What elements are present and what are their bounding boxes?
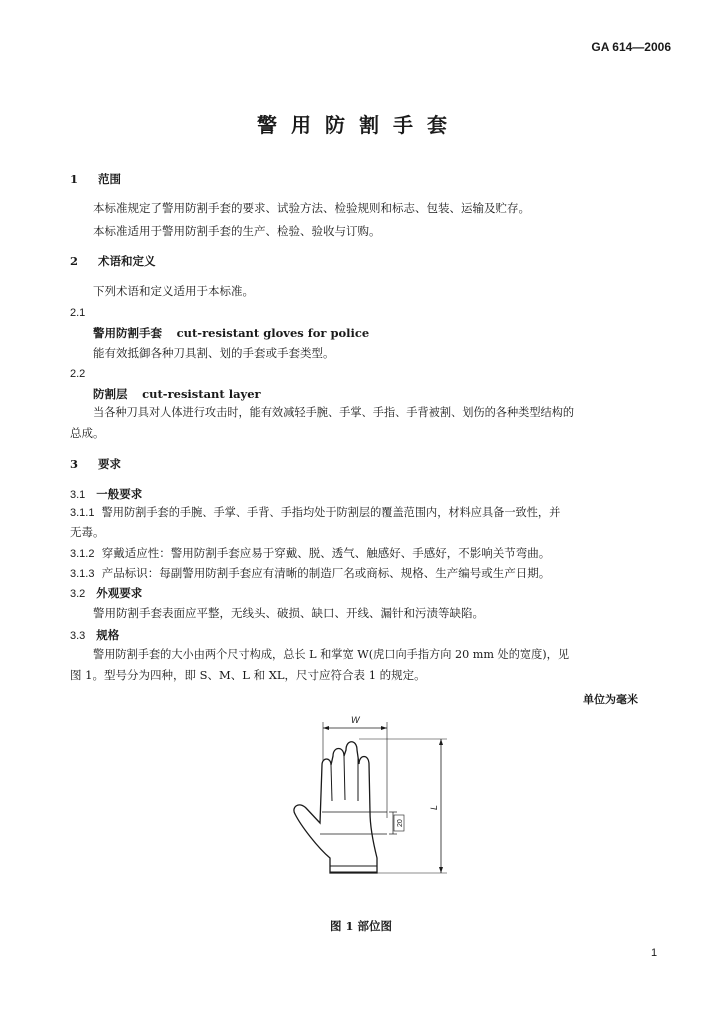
clause xyxy=(70,545,550,562)
subsection-heading xyxy=(70,486,142,503)
subsection-title: 规格 xyxy=(96,628,120,642)
w-label: W xyxy=(351,715,360,725)
clause-number: 3.2 xyxy=(70,588,86,600)
subsection-title: 一般要求 xyxy=(96,487,143,501)
w-arrow-right xyxy=(381,726,387,730)
paragraph: 警用防割手套表面应平整，无线头、破损、缺口、开线、漏针和污渍等缺陷。 xyxy=(93,606,484,620)
paragraph: 本标准适用于警用防割手套的生产、检验、验收与订购。 xyxy=(93,224,381,238)
clause-number: 3.1 xyxy=(70,489,86,501)
glove-outline xyxy=(294,742,377,873)
clause-number: 3.1.3 xyxy=(70,568,95,580)
term-english: cut-resistant gloves for police xyxy=(176,326,370,340)
clause-number: 3.1.1 xyxy=(70,507,95,519)
clause-number: 2.1 xyxy=(70,307,86,319)
term-definition-cont: 总成。 xyxy=(70,426,105,440)
dim20-label: 20 xyxy=(397,819,404,827)
clause xyxy=(70,505,560,521)
term-entry xyxy=(93,325,369,341)
section-1-heading xyxy=(70,171,121,187)
section-number: 2 xyxy=(70,254,79,268)
term-definition: 能有效抵御各种刀具割、划的手套或手套类型。 xyxy=(93,346,335,360)
page-number: 1 xyxy=(651,947,658,959)
clause-text: 穿戴适应性：警用防割手套应易于穿戴、脱、透气、触感好、手感好，不影响关节弯曲。 xyxy=(101,546,551,560)
standard-number: GA 614—2006 xyxy=(591,40,671,54)
section-number: 3 xyxy=(70,457,79,471)
w-arrow-left xyxy=(323,726,329,730)
clause-text: 产品标识：每副警用防割手套应有清晰的制造厂名或商标、规格、生产编号或生产日期。 xyxy=(101,566,551,580)
clause-text: 警用防割手套的手腕、手掌、手背、手指均处于防割层的覆盖范围内，材料应具备一致性，并 xyxy=(101,506,561,519)
paragraph: 下列术语和定义适用于本标准。 xyxy=(93,284,254,298)
subsection-heading xyxy=(70,585,142,602)
section-2-heading xyxy=(70,253,156,269)
section-3-heading xyxy=(70,456,121,472)
paragraph-cont: 图 1。型号分为四种，即 S、M、L 和 XL，尺寸应符合表 1 的规定。 xyxy=(70,668,426,682)
paragraph: 警用防割手套的大小由两个尺寸构成，总长 L 和掌宽 W(虎口向手指方向 20 mm 处的宽度)，见 xyxy=(93,648,570,661)
term-definition: 当各种刀具对人体进行攻击时，能有效减轻手腕、手掌、手指、手背被割、划伤的各种类型结构的 xyxy=(93,406,575,419)
l-arrow-top xyxy=(439,739,443,745)
section-title: 术语和定义 xyxy=(98,254,156,268)
clause-number: 3.3 xyxy=(70,630,86,642)
unit-note: 单位为毫米 xyxy=(583,693,638,706)
paragraph: 本标准规定了警用防割手套的要求、试验方法、检验规则和标志、包装、运输及贮存。 xyxy=(93,201,530,215)
clause-number: 2.2 xyxy=(70,368,86,380)
subsection-title: 外观要求 xyxy=(96,586,143,600)
section-title: 要求 xyxy=(98,457,122,471)
section-number: 1 xyxy=(70,172,79,186)
term-chinese: 警用防割手套 xyxy=(93,326,162,340)
clause xyxy=(70,565,550,582)
clause-cont: 无毒。 xyxy=(70,525,105,539)
glove-diagram xyxy=(275,708,495,918)
l-label: L xyxy=(429,804,439,810)
term-chinese: 防割层 xyxy=(93,387,128,401)
l-arrow-bottom xyxy=(439,867,443,873)
figure-caption: 图 1 部位图 xyxy=(330,919,393,933)
page-title: 警用防割手套 xyxy=(257,113,461,137)
term-english: cut-resistant layer xyxy=(142,387,261,401)
clause-number: 3.1.2 xyxy=(70,548,95,560)
section-title: 范围 xyxy=(98,172,122,186)
subsection-heading xyxy=(70,627,119,644)
term-entry xyxy=(93,386,261,402)
